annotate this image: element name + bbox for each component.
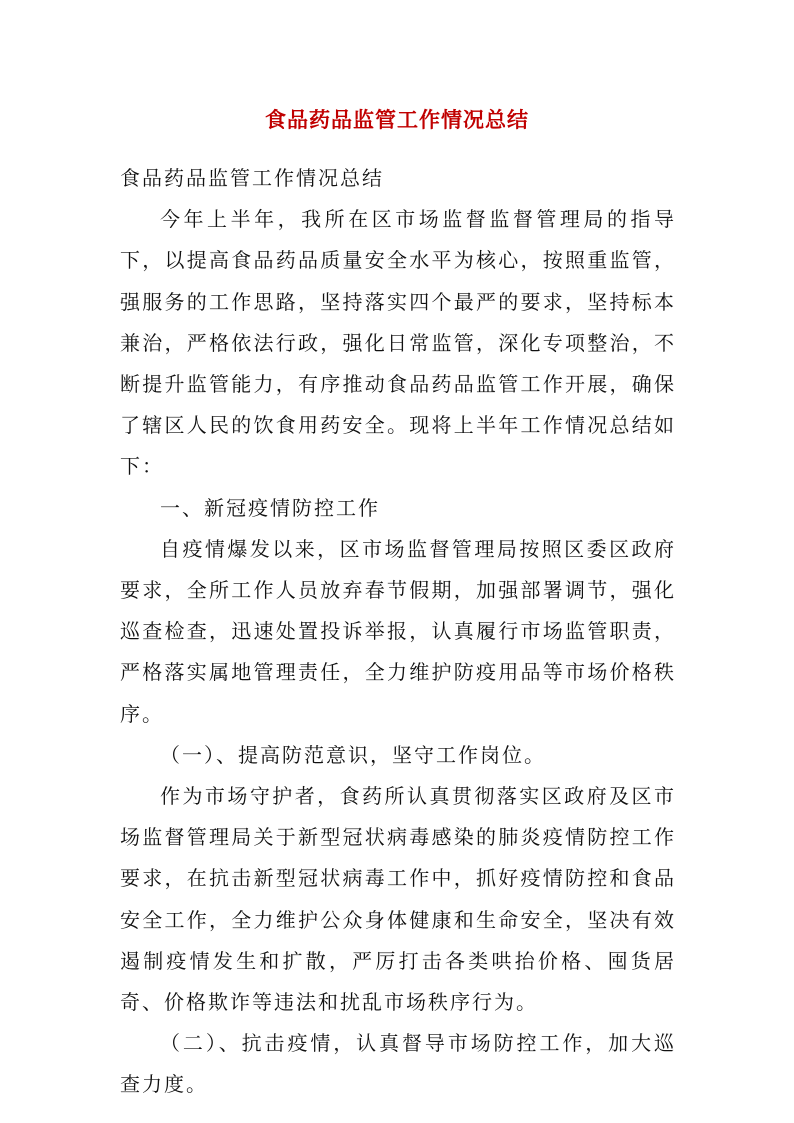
intro-paragraph: 今年上半年，我所在区市场监督监督管理局的指导下，以提高食品药品质量安全水平为核心，按照重监管，强服务的工作思路，坚持落实四个最严的要求，坚持标本兼治，严格依法行政，强化日常监管，深化专项整治，不断提升监管能力，有序推动食品药品监管工作开展，确保了辖区人民的饮食用药安全。现将上半年工作情况总结如下：	[120, 207, 676, 479]
document-body	[120, 158, 676, 1106]
subsection-1-paragraph: 作为市场守护者，食药所认真贯彻落实区政府及区市场监督管理局关于新型冠状病毒感染的肺炎疫情防控工作要求，在抗击新型冠状病毒工作中，抓好疫情防控和食品安全工作，全力维护公众身体健康和生命安全，坚决有效遏制疫情发生和扩散，严厉打击各类哄抬价格、囤货居奇、价格欺诈等违法和扰乱市场秩序行为。	[120, 784, 676, 1015]
subsection-heading-1: （一）、提高防范意识，坚守工作岗位。	[160, 742, 546, 767]
section-1-paragraph: 自疫情爆发以来，区市场监督管理局按照区委区政府要求，全所工作人员放弃春节假期，加强部署调节，强化巡查检查，迅速处置投诉举报，认真履行市场监管职责，严格落实属地管理责任，全力维护防疫用品等市场价格秩序。	[120, 536, 676, 726]
document-subtitle: 食品药品监管工作情况总结	[120, 166, 384, 190]
document-title: 食品药品监管工作情况总结	[265, 107, 529, 132]
subsection-heading-2: （二）、抗击疫情，认真督导市场防控工作，加大巡查力度。	[120, 1031, 676, 1097]
section-heading-1: 一、新冠疫情防控工作	[160, 495, 380, 520]
